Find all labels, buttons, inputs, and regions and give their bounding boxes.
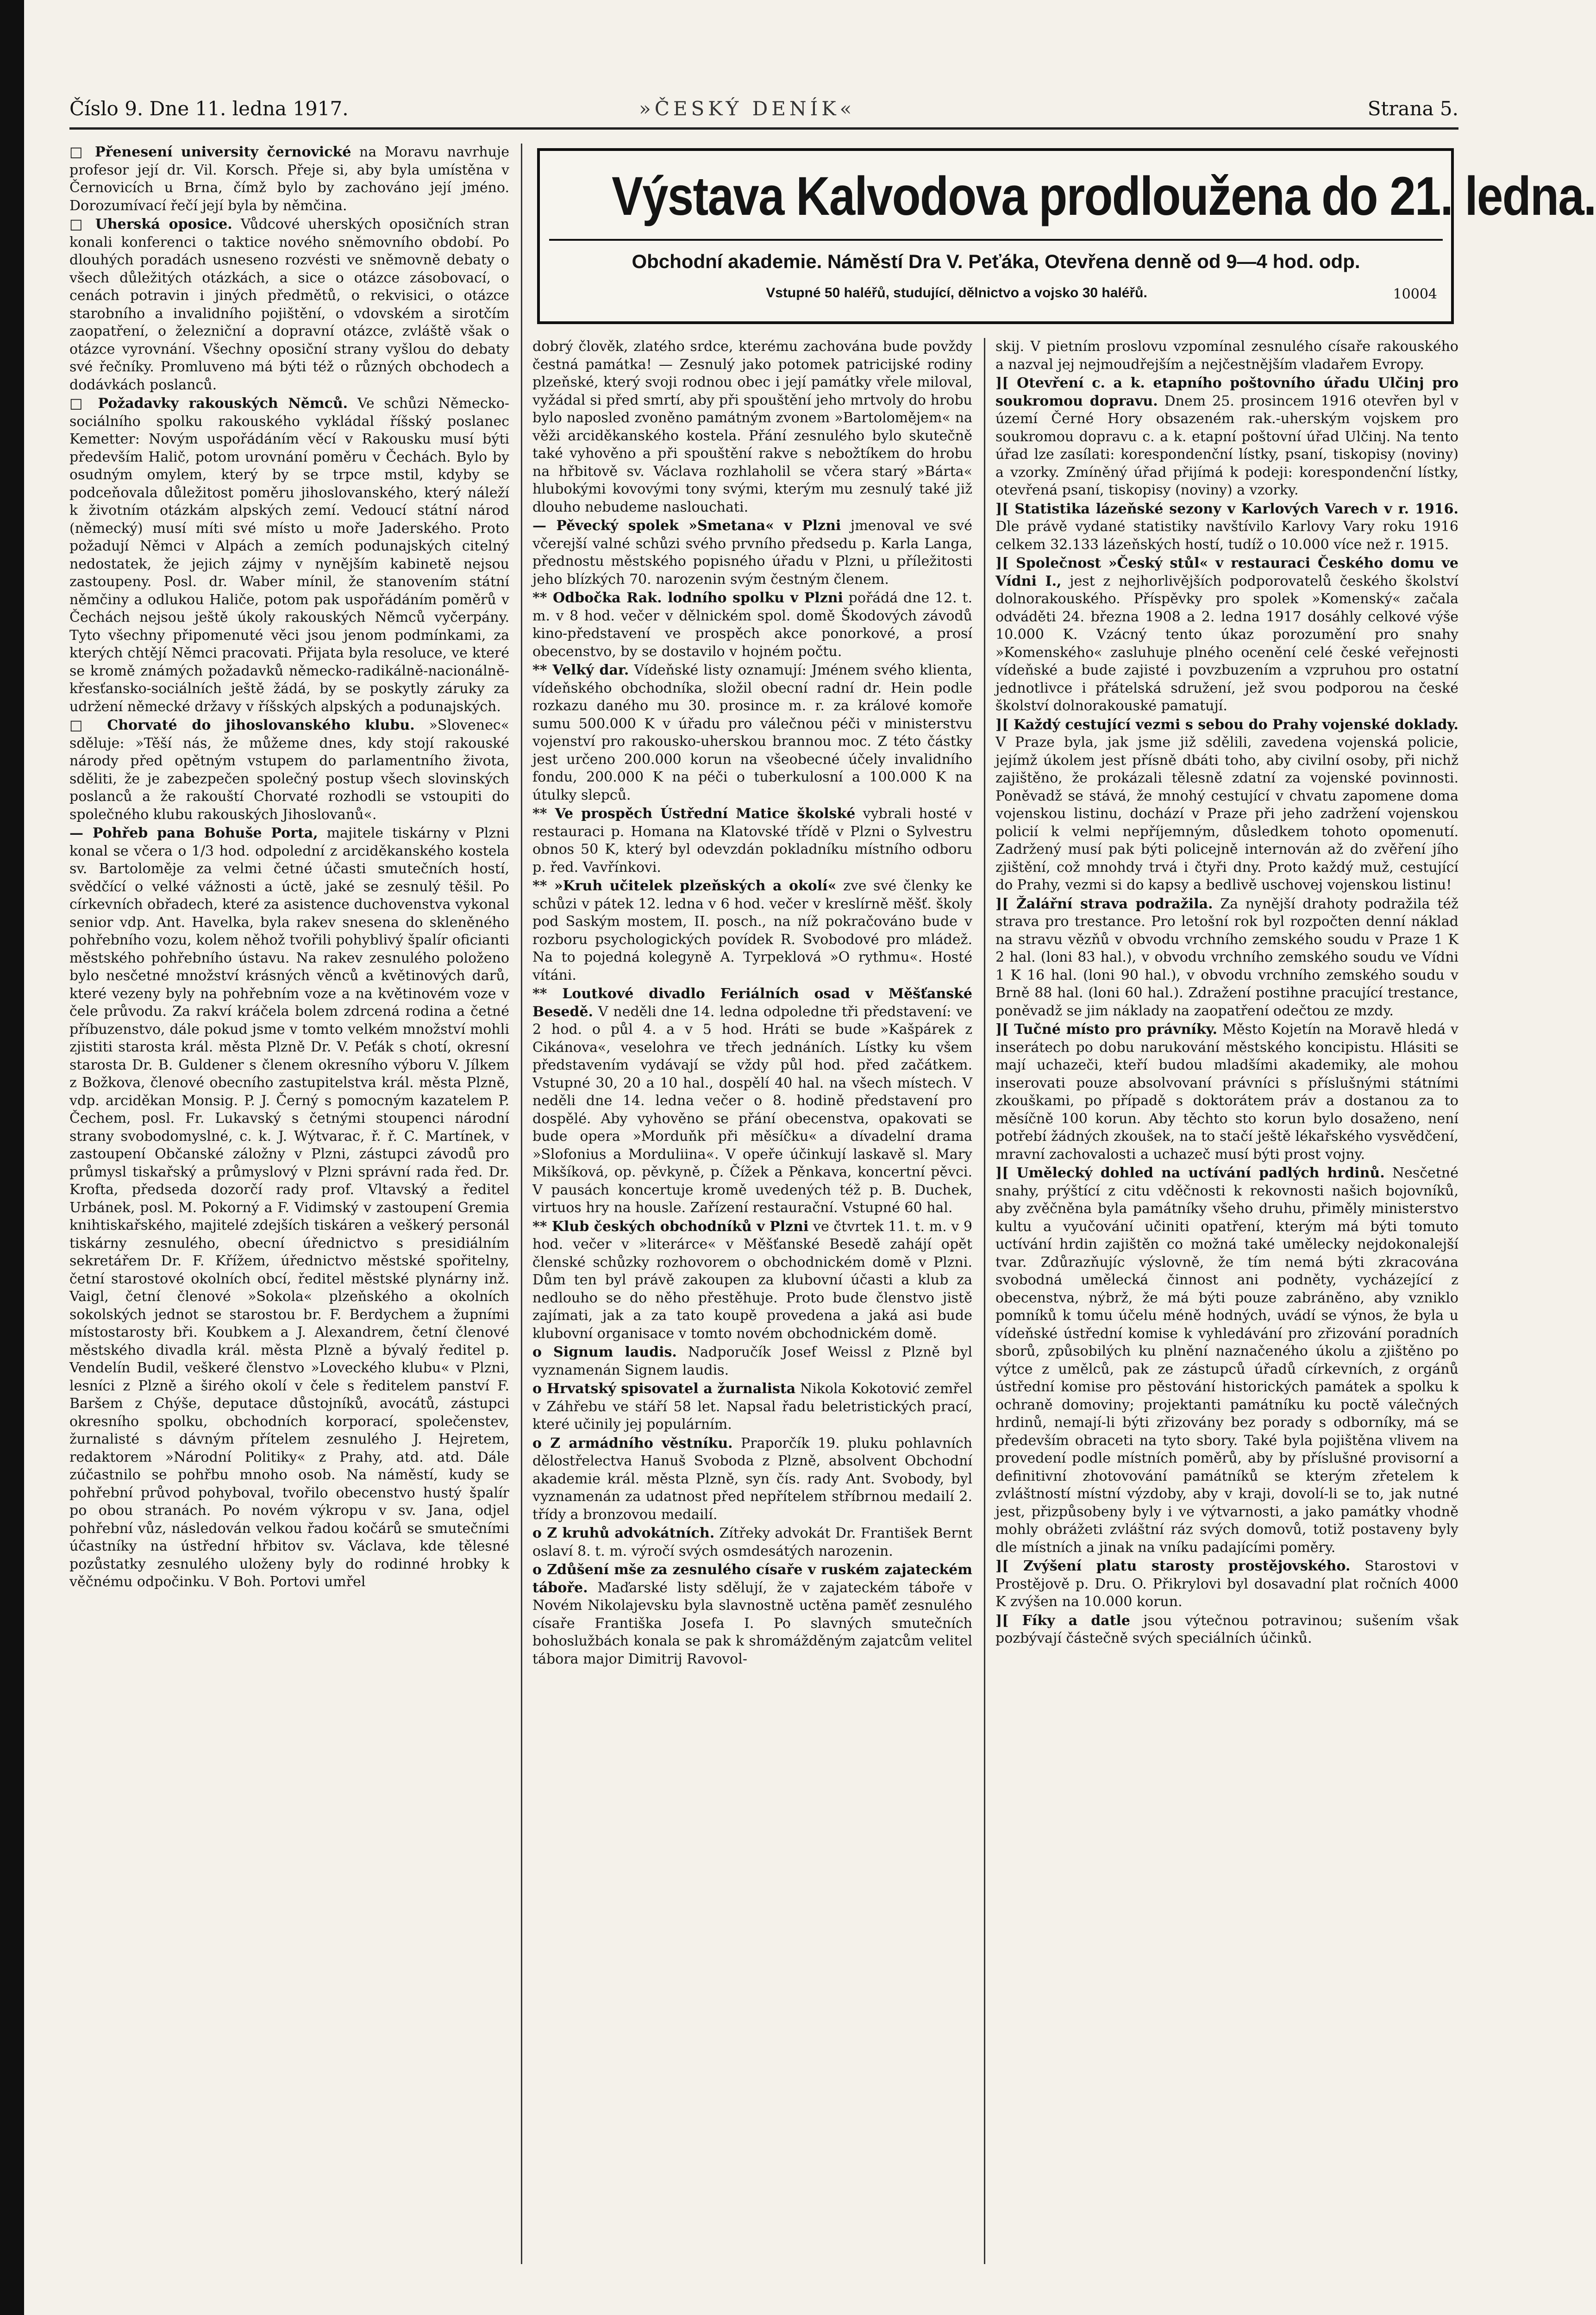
article — [995, 501, 1458, 554]
column-rule-1 — [521, 144, 522, 2264]
page-edge-shadow — [0, 0, 24, 2315]
article — [995, 716, 1458, 895]
article-body: ve čtvrtek 11. t. m. v 9 hod. večer v »literárce« v Měšťanské Besedě zahájí opět členské schůzky rozhovorem o obchodnickém domě v Plzni. Dům ten byl právě zakoupen za klubovní účasti a klub za nedlouho se do něho přestěhuje. Proto bude členstvo jistě zajímati, jak a za tato koupě provedena a jaká asi bude klubovní organisace v tomto novém obchodnickém domě. — [532, 1218, 972, 1342]
column-2 — [532, 338, 972, 2264]
ad-title: Výstava Kalvodova prodloužena do 21. ledna. — [612, 166, 1596, 227]
article-headline: □ Přenesení university černovické — [69, 144, 351, 160]
article-body: pořádá dne 12. t. m. v 8 hod. večer v dělnickém spol. domě Škodových závodů kino-představení ve prospěch akce ponorkové, a prosí obecenstvo, by se dostavilo v hojném počtu. — [532, 590, 972, 660]
article — [532, 338, 972, 516]
article-body: Ve schůzi Německo-sociálního spolku rakouského vykládal říšský poslanec Kemetter: Novým uspořádáním věcí v Rakousku musí býti především Halič, potom urovnání poměru v Čechách. Bylo by osudným omylem, který by se trpce mstil, kdyby se podceňovala důležitost poměru jihoslovanského, který náleží k životním otázkám alpských zemí. Vedoucí státní národ (německý) musí míti své místo u moře Jaderského. Proto požadují Němci v Alpách a zemích podunajských citelný nedostatek, že jejich zájmy v nynějším kabinetě nejsou zastoupeny. Posl. dr. Waber mínil, že stanovením státní němčiny a odlukou Haliče, potom pak uspořádáním poměrů v Čechách nejsou ještě úkoly rakouských Němců vyčerpány. Tyto všechny připomenuté věci jsou jenom podmínkami, za kterých chtějí Němci pracovati. Přijata byla resoluce, ve které se kromě známých požadavků německo-radikálně-nacionálně-křesťansko-sociálních ještě žádá, by se poskytly záruky za udržení německé državy v říšských alpských a podunajských. — [69, 395, 509, 715]
article-headline: ** Klub českých obchodníků v Plzni — [532, 1218, 809, 1235]
article-body: Nesčetné snahy, prýštící z citu vděčnosti k rekovnosti našich bojovníků, aby zvěčněna byla památníky všeho druhu, přiměly ministerstvo kultu a vyučování učiniti opatření, kterým má býti tomuto uctívání hrdin zajištěn co možná také umělecky nejdokonalejší tvar. Zdůrazňujíc výslovně, že tím nemá býti zkracována svobodná umělecká činnost ani podněty, vycházející z obecenstva, nýbrž, že má býti pouze zabráněno, aby vzniklo pomníků k tomu účelu méně hodných, uvádí se výnos, že byla u vídeňské ústřední komise k vyhledávání pro zřizování poradních sborů, způsobilých ku plnění naznačeného úkolu a zjištěno po výtce z umělců, pak ze zástupců úřadů církevních, z orgánů ústřední komise pro pěstování historických památek a spolku k ochraně domoviny; projektanti památníku ku poctě válečných hrdinů, nemají-li býti zřizovány bez porady s odborníky, má se především obraceti na tyto sbory. Také byla pojištěna vlivem na provedení podle místních poměrů, aby by příslušné provisorní a definitivní zhotovování památníků se kterým zřetelem k zvláštností místní výzdoby, aby v kraji, dovolí-li se to, jak nutné jest, přizpůsobeny byly i ve výtvarnosti, a jako památky vhodně mohly obrážeti zvláštní ráz svých domovů, totiž postaveny byly dle místních a jinak na vníku padajícími poměry. — [995, 1165, 1459, 1556]
article-body: majitele tiskárny v Plzni konal se včera o 1/3 hod. odpolední z arciděkanského kostela sv. Bartoloměje za velmi četné účasti smutečních hostí, svědčící o velké vážnosti a úctě, jaké se zesnulý těšil. Po církevních obřadech, které za asistence duchovenstva vykonal senior vdp. Ant. Havelka, byla rakev snesena do skleněného pohřebního vozu, kolem něhož tvořili pohyblivý špalír oficianti městského pohřebního ústavu. Na rakev zesnulého položeno bylo nesčetné množství krásných věnců a květinových darů, které vezeny byly na pohřebním voze a na květinovém voze v čele průvodu. Za rakví kráčela bolem zdrcená rodina a četné příbuzenstvo, dále pokud jsme v tomto velkém množství mohli zjistiti starosta král. města Plzně Dr. V. Peťák s chotí, okresní starosta Dr. B. Guldener s členem okresního výboru V. Jílkem z Božkova, členové obecního zastupitelstva král. města Plzně, vdp. arciděkan Monsig. P. J. Černý s pomocným kazatelem P. Čechem, posl. Fr. Lukavský s četnými stoupenci národní strany svobodomyslné, c. k. J. Wýtvarac, ř. ř. C. Martínek, v zastoupení Občanské záložny v Plzni, zástupci závodů pro průmysl tiskařský a průmyslový v Plzni správní rada řed. Dr. Krofta, předseda dozorčí rady prof. Vltavský a ředitel Urbánek, posl. M. Pokorný a F. Vidimský v zastoupení Gremia knihtiskařského, majitelé zdejších tiskáren a veškerý personál tiskárny zesnulého, obecní úřednictvo s presidiálním sekretářem Dr. F. Křížem, úřednictvo městské spořitelny, četní starostové okolních obcí, ředitel městské plynárny inž. Vaigl, četní členové »Sokola« plzeňského a okolních sokolských jednot se starostou br. F. Berdychem a župními místostarosty bři. Koubkem a J. Alexandrem, četní členové městského divadla král. města Plzně a bývalý ředitel p. Vendelín Budil, veškeré členstvo »Loveckého klubu« v Plzni, lesníci z Plzně a širého okolí v čele s ředitelem panství F. Baršem z Chýše, deputace důstojníků, avocátů, zástupci okresního spolku, obchodních korporací, společenstev, žurnalisté s dávným přítelem zesnulého J. Hejretem, redaktorem »Národní Politiky« z Prahy, atd. atd. Dále zúčastnilo se pohřbu mnoho osob. Na náměstí, kudy se pohřební průvod pohyboval, tvořilo obecenstvo hustý špalír po obou stranách. Po novém výkropu v sv. Jana, odjel pohřební vůz, následován velkou řadou kočárů se smutečními účastníky na ústřední hřbitov sv. Václava, kde tělesné pozůstatky zesnulého uloženy byly do rodinné hrobky k věčnému odpočinku. V Boh. Portovi umřel — [69, 825, 509, 1590]
article-body: Dnem 25. prosincem 1916 otevřen byl v území Černé Hory obsazeném rak.-uherským vojskem pro soukromou dopravu c. a k. etapní poštovní úřad Ulčinj. Na tento úřad lze zasílati: korespondenční lístky, psaní, tiskopisy (noviny) a vzorky. Zmíněný úřad přijímá k podeji: korespondenční lístky, otevřená psaní, tiskopisy (noviny) a vzorky. — [995, 393, 1458, 498]
ad-admission: Vstupné 50 haléřů, studující, dělnictvo a vojsko 30 haléřů. — [766, 285, 1147, 300]
article — [532, 1344, 972, 1379]
article — [995, 895, 1458, 1020]
article-body: Vůdcové uherských oposičních stran konali konferenci o taktice nového sněmovního období. Po dlouhých poradách usneseno rozvésti ve sněmovně debaty o všech důležitých otázkách, a sice o otázce zásobovací, o cenách potravin i jiných předmětů, o rekvisici, o otázce starobního a invalidního pojištění, o vdovském a sirotčím zaopatření, o železniční a dopravní otázce, zvláště však o otázce vyrovnání. Všechny oposiční strany vyšlou do debaty své řečníky. Promluveno má býti též o různých obchodech a dodávkách poslanců. — [69, 216, 509, 393]
article-headline: ][ Otevření c. a k. etapního poštovního úřadu Ulčinj pro soukromou dopravu. — [995, 375, 1458, 409]
article-body: jsou výtečnou potravinou; sušením však pozbývají částečně svých speciálních účinků. — [995, 1612, 1458, 1646]
ad-code: 10004 — [1393, 286, 1437, 302]
article-body: Za nynější dra​hoty podražila též strava pro trestance. Pro letošní rok byl rozpočten denní náklad na stravu vězňů v obvodu vrchního zemského soudu v Praze 1 K 2 hal. (loni 83 hal.), v obvodu vrchního zemského soudu ve Vídni 1 K 16 hal. (loni 90 hal.), v obvodu vrchního zemského soudu v Brně 88 hal. (loni 60 hal.). Zdražení postihne pracující trestance, poněvadž se jim náklady na zaopatření odečtou ze mzdy. — [995, 895, 1458, 1019]
article — [69, 144, 509, 215]
article-body: Maďarské listy sdělují, že v zajateckém táboře v Novém Nikolajevsku byla slavnostně uctěna paměť zesnulého císaře Františka Josefa I. Po slavných smutečních bohoslužbách konala se pak k shromážděným zajatcům velitel tábora major Dimitrij Ravovol- — [532, 1579, 972, 1667]
article-headline: ][ Fíky a datle — [995, 1612, 1130, 1629]
article-headline: o Signum laudis. — [532, 1344, 677, 1360]
column-rule-2 — [984, 338, 985, 2264]
issue-date-text: Dne 11. ledna 1917. — [149, 97, 349, 120]
article-body: Město Kojetín na Moravě hledá v inserátech po dobu narukování městského koncipistu. Hlásiti se mají uchazeči, kteří budou mladšími akademiky, ale mohou inserovati pouze absolvovaní právníci s příslušnými státními zkouškami, po případě s doktorátem práv a dostanou za to měsíčně 100 korun. Aby těchto sto korun bylo dosaženo, není potřebí žádných zkoušek, na to stačí ještě lékařského vysvědčení, mravní zachovalosti a uchazeč musí býti prost vojny. — [995, 1021, 1458, 1163]
newspaper-page — [69, 69, 1596, 2273]
ad-divider — [549, 239, 1443, 241]
article-body: Nadporučík Josef Weissl z Plzně byl vyznamenán Signem laudis. — [532, 1344, 972, 1378]
article-headline: — Pohřeb pana Bohuše Porta, — [69, 825, 318, 841]
article-headline: o Zdůšení mše za zesnulého císaře v ruském zajateckém táboře. — [532, 1562, 972, 1596]
article-headline: ][ Zvýšení platu starosty prostějovského. — [995, 1558, 1351, 1574]
article-headline: □ Uherská oposice. — [69, 216, 232, 232]
article-body: Dle právě vydané statistiky navštívilo Karlovy Vary roku 1916 celkem 32.133 lázeňských hostí, tudíž o 10.000 více než r. 1915. — [995, 519, 1458, 553]
article-body: Nikola Kokotović zemřel v Záhřebu ve stáří 58 let. Napsal řadu beletristických prací, které učinily jej populárním. — [532, 1381, 972, 1433]
article-body: Zítřeky advokát Dr. František Bernt oslaví 8. t. m. výročí svých osmdesátých narozenin. — [532, 1525, 972, 1559]
article-headline: □ Chorvaté do jihoslovanského klubu. — [69, 717, 415, 733]
article — [995, 1558, 1458, 1611]
article — [532, 1525, 972, 1560]
article — [995, 338, 1458, 374]
article — [532, 877, 972, 984]
article — [532, 805, 972, 876]
article-headline: □ Požadavky rakouských Němců. — [69, 395, 348, 412]
article-headline: ][ Statistika lázeňské sezony v Karlových Varech v r. 1916. — [995, 501, 1458, 517]
article-body: Starostovi v Prostějově p. Dru. O. Přikrylovi byl dosavadní plat ročních 4000 K zvýšen na 10.000 korun. — [995, 1558, 1458, 1610]
article — [532, 985, 972, 1217]
column-1 — [69, 144, 509, 2264]
article-body: V Praze byla, jak jsme již sdělili, zavedena vojenská policie, jejímž úkolem jest přísně dbáti toho, aby civilní osoby, při nichž zajištěno, že prokázali tělesně zdatní za vojenské povinnosti. Poněvadž se stává, že mnohý cestující v chvatu zapomene doma vojenskou listinu, dochází v Praze při jeho zadržení vojenskou policií k velmi nepříjemným, důsledkem tohoto opomenutí. Zadržený musí pak býti policejně internován až do zvěření jího zjištění, což mnohdy trvá i čtyři dny. Proto každý muž, cestující do Prahy, vezmi si do kapsy a bedlivě uschovej vojenskou listinu! — [995, 734, 1458, 893]
article-body: skij. V pietním proslovu vzpomínal zesnulého císaře rakouského a nazval jej nejmoudřejším a nejčestnějším vladařem Evropy. — [995, 338, 1458, 373]
article-body: Vídeňské listy oznamují: Jménem svého klienta, vídeňského obchodníka, složil obecní radní dr. Hein podle rozkazu daného mu 30. prosince m. r. za králové komoře sumu 500.000 K v úřadu pro válečnou péči v ministerstvu vojenství pro rakousko-uherskou brannou moc. Z této částky jest určeno 200.000 korun na všeobecné účely invalidního fondu, 200.000 K na péči o tuberkulosní a 100.000 K na útulky slepců. — [532, 662, 973, 803]
ad-venue-hours: Obchodní akademie. Náměstí Dra V. Peťáka, Otevřena denně od 9—4 hod. odp. — [632, 250, 1360, 272]
article-headline: — Pěvecký spolek »Smetana« v Plzni — [532, 518, 841, 534]
column-3 — [995, 338, 1458, 2264]
article — [532, 589, 972, 661]
article — [995, 555, 1458, 715]
article — [995, 375, 1458, 500]
article-body: vybrali hosté v restauraci p. Homana na Klatovské třídě v Plzni o Sylvestru obnos 50 K, který byl odevzdán pokladníku místního odboru p. řed. Vavřínkovi. — [532, 806, 972, 876]
article — [532, 662, 972, 804]
article-body: Praporčík 19. pluku pohlavních dělostřelectva Hanuš Svoboda z Plzně, absolvent Obchodní akademie král. města Plzně, syn čís. rady Ant. Svobody, byl vyznamenán za udatnost před nepřítelem stříbrnou medailí 2. třídy a bronzovou medailí. — [532, 1435, 972, 1523]
article-headline: ** Velký dar. — [532, 662, 629, 678]
page-number: Strana 5. — [1367, 97, 1458, 120]
article-body: jmenoval ve své včerejší valné schůzi svého prvního předsedu p. Karla Langa, přednostu městského popisného úřadu v Plzni, u příležitosti jeho blízkých 70. narozenin svým čestným členem. — [532, 518, 972, 588]
article-headline: o Hrvatský spisovatel a žurnalista — [532, 1381, 796, 1397]
article — [532, 1561, 972, 1668]
article — [532, 1435, 972, 1524]
article — [995, 1612, 1458, 1648]
article-headline: ][ Umělecký dohled na uctívání padlých hrdinů. — [995, 1165, 1385, 1181]
header-rule — [69, 127, 1458, 130]
article-body: »Slovenec« sděluje: »Těší nás, že můžeme dnes, kdy stojí rakouské národy před opětným vstupem do parlamentního života, sděliti, že je zabezpečen společný postup všech slovinských poslanců a že rakouští Chorvaté rozhodli se vstoupiti do společného klubu rakouských Jihoslovanů«. — [69, 717, 509, 823]
exhibition-advertisement — [537, 148, 1596, 324]
article-headline: o Z kruhů advokátních. — [532, 1525, 715, 1541]
article — [532, 517, 972, 588]
article-headline: ][ Tučné místo pro právníky. — [995, 1021, 1218, 1038]
article — [69, 825, 509, 1591]
article — [69, 216, 509, 394]
issue-date — [69, 97, 349, 120]
article-headline: ** »Kruh učitelek plzeňských a okolí« — [532, 878, 837, 894]
article-headline: o Z armádního věstníku. — [532, 1435, 733, 1452]
article — [69, 717, 509, 824]
article-headline: ** Loutkové divadlo Feriálních osad v Měšťanské Besedě. — [532, 986, 972, 1020]
article-headline: ][ Společnost »Český stůl« v restauraci Českého domu ve Vídni I., — [995, 555, 1458, 589]
article-headline: ** Odbočka Rak. lodního spolku v Plzni — [532, 590, 843, 606]
article — [995, 1021, 1458, 1164]
article-headline: ** Ve prospěch Ústřední Matice školské — [532, 806, 856, 822]
article — [995, 1164, 1458, 1557]
article-headline: ][ Každý cestující vezmi s sebou do Prahy vojenské doklady. — [995, 716, 1458, 733]
masthead: »ČESKÝ DENÍK« — [639, 97, 856, 120]
article — [69, 395, 509, 716]
article-body: na Moravu navrhuje profesor její dr. Vil. Korsch. Přeje si, aby byla umístěna v Černovicích u Brna, čímž bylo by zachováno její jméno. Dorozumívací řečí její byla by němčina. — [69, 144, 509, 214]
page-header — [69, 97, 1458, 125]
article-body: V neděli dne 14. ledna odpoledne tři představení: ve 2 hod. o půl 4. a v 5 hod. Hráti se bude »Kašpárek z Cikánova«, veselohra ve třech jednáních. Lístky ku všem představením vydávají se vždy půl hod. před začátkem. Vstupné 30, 20 a 10 hal., dospělí 40 hal. na všech místech. V neděli dne 14. ledna večer o 8. hodině představení pro dospělé. Aby vyhověno se přání obecenstva, opakovati se bude opera »Morduňk při měsíčku« a dívadelní drama »Slofonius a Morduliina«. V opeře účinkují laskavě sl. Mary Mikšíková, op. pěvkyně, p. Čížek a Pěnkava, koncertní pěvci. V pausách koncertuje kromě uvedených též p. B. Duchek, virtuos hry na housle. Zařízení restaurační. Vstupné 60 hal. — [532, 1003, 972, 1216]
article-body: jest z nejhorlivějších podporovatelů českého školství dolnorakouského. Příspěvky pro spolek »Komenský« začala odváděti 24. března 1908 a 2. ledna 1917 dosáhly celkové výše 10.000 K. Vzácný tento úkaz porozumění pro snahy »Komenského« zasluhuje plného ocenění celé české veřejnosti vídeňské a bude zajisté i povzbuzením a vzpruhou pro ostatní jednotlivce i přátelská sdružení, jež svou podporou na české školství dolnorakouské pamatují. — [995, 573, 1458, 714]
article-body: dobrý člověk, zlatého srdce, kterému zachována bude povždy čestná památka! — Zesnulý jako potomek patricijské rodiny plzeňské, který svoji rodnou obec i její památky vřele miloval, vyžádal si před smrtí, aby při spouštění jeho mrtvoly do hrobu bylo naposled zvoněno památným zvonem »Bartolomějem« na věži arciděkanského kostela. Přání zesnulého bylo skutečně také vyhověno a při spouštění rakve s nebožtíkem do hrobu na hřbitově sv. Václava rozhlaholil se včera starý »Bárta« hlubokými kovovými tony svými, kterým mu zesnulý také již dlouho nebudeme naslouchati. — [532, 338, 972, 515]
article — [532, 1380, 972, 1434]
article — [532, 1218, 972, 1343]
article-body: zve své členky ke schůzi v pátek 12. ledna v 6 hod. večer v kreslírně měšť. školy pod Saským mostem, II. posch., na níž pokračováno bude v rozboru psychologických povídek R. Svobodové pro mládež. Na to pojedná kolegyně A. Tyrpeklová »O rythmu«. Hosté vítáni. — [532, 878, 973, 983]
issue-number: Číslo 9. — [69, 97, 144, 120]
article-headline: ][ Žalářní strava podražila. — [995, 895, 1213, 912]
